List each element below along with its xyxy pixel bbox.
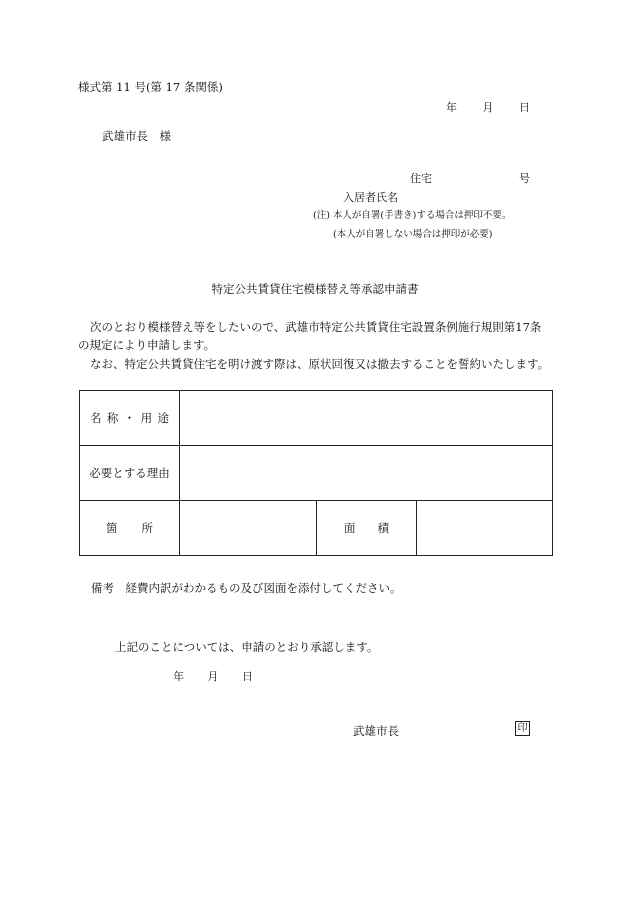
- resident-name-label: 入居者氏名: [343, 191, 398, 204]
- name-use-field[interactable]: [180, 391, 553, 446]
- location-field[interactable]: [180, 501, 317, 556]
- mayor-signature-label: 武雄市長: [353, 724, 399, 738]
- table-row: [80, 391, 553, 446]
- body-line-1: 次のとおり模様替え等をしたいので、武雄市特定公共賃貸住宅設置条例施行規則第17条: [90, 320, 542, 334]
- number-label: 号: [519, 172, 530, 185]
- seal-mark: 印: [515, 721, 530, 736]
- body-line-3: なお、特定公共賃貸住宅を明け渡す際は、原状回復又は撤去することを誓約いたします。: [90, 357, 550, 371]
- area-label: 面 積: [317, 501, 417, 556]
- application-table: [79, 390, 553, 556]
- application-date: [446, 99, 530, 115]
- document-title: 特定公共賃貸住宅模様替え等承認申請書: [211, 282, 419, 296]
- address-row: [410, 170, 530, 186]
- remarks: 備考 経費内訳がわかるもの及び図面を添付してください。: [91, 581, 402, 595]
- signature-note-2: (本人が自署しない場合は押印が必要): [333, 229, 493, 240]
- name-use-label: 名 称 ・ 用 途: [80, 391, 180, 446]
- date-month-label: 月: [207, 670, 219, 683]
- date-month-label: 月: [482, 101, 494, 114]
- area-field[interactable]: [417, 501, 553, 556]
- table-row: [80, 501, 553, 556]
- reason-field[interactable]: [180, 446, 553, 501]
- reason-label: 必要とする理由: [80, 446, 180, 501]
- table-row: [80, 446, 553, 501]
- approval-date: [173, 668, 253, 684]
- date-year-label: 年: [446, 101, 457, 114]
- signature-note-1: (注) 本人が自署(手書き)する場合は押印不要。: [313, 210, 512, 221]
- body-line-2: の規定により申請します。: [78, 338, 216, 352]
- date-day-label: 日: [519, 101, 530, 114]
- location-label: 箇 所: [80, 501, 180, 556]
- form-number: 様式第 11 号(第 17 条関係): [78, 80, 223, 94]
- approval-text: 上記のことについては、申請のとおり承認します。: [115, 640, 379, 654]
- date-day-label: 日: [242, 670, 253, 683]
- address-label: 住宅: [410, 172, 432, 185]
- addressee: 武雄市長 様: [102, 129, 171, 143]
- date-year-label: 年: [173, 670, 184, 683]
